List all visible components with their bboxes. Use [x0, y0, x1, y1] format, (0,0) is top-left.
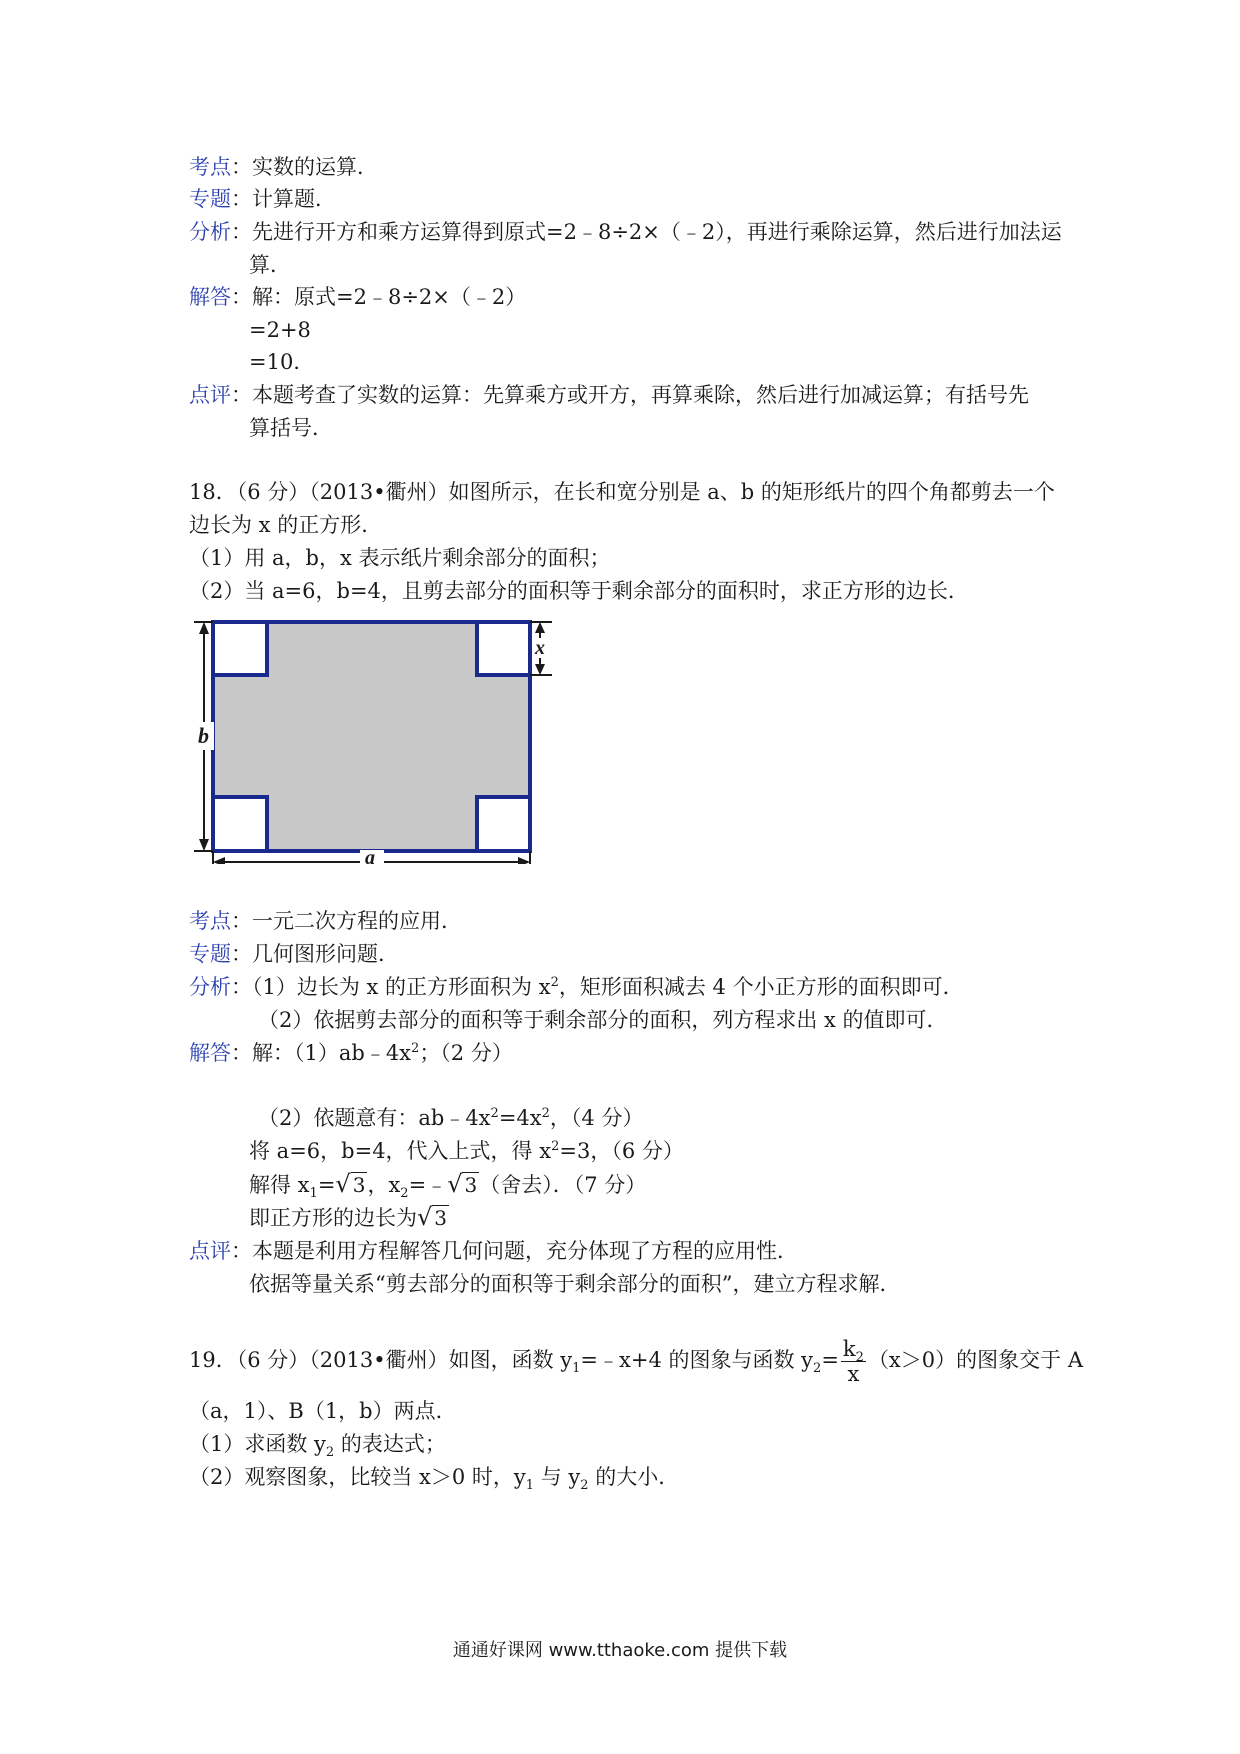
q18-jieda-step2: （2）依题意有：$ab﹣4x^2=4x^2$，（4 分）: [258, 1106, 644, 1130]
fenxi-label: 分析: [189, 220, 231, 244]
kaodian-label: 考点: [189, 155, 231, 179]
q19-part2: （2）观察图象，比较当 x＞0 时，$y_1$ 与 $y_2$ 的大小．: [189, 1465, 680, 1494]
q17-fenxi: 分析：先进行开方和乘方运算得到原式=2﹣8÷2×（﹣2），再进行乘除运算，然后进行加法运: [189, 220, 1062, 244]
dianping-label: 点评: [189, 383, 231, 407]
q18-part2: （2）当 a=6，b=4，且剪去部分的面积等于剩余部分的面积时，求正方形的边长．: [189, 579, 969, 603]
shaded-region: [213, 622, 530, 851]
label-b: b: [198, 723, 209, 748]
label-a: a: [365, 847, 375, 864]
q18-zhuanti: 专题：几何图形问题．: [189, 942, 399, 966]
x-arrow-bottom: [535, 664, 545, 675]
q17-zhuanti: 专题：计算题．: [189, 187, 336, 211]
q19-stem: 19．（6 分）（2013•衢州）如图，函数 $y_1=﹣x+4$ 的图象与函数 $y_2=$ $\frac{k_2}{x}$ （x＞0）的图象交于 A: [189, 1337, 1083, 1386]
b-arrow-bottom: [199, 839, 209, 851]
x-arrow-top: [535, 622, 545, 633]
rectangle-figure: [190, 618, 560, 864]
q17-jieda-result: =10．: [249, 350, 315, 374]
q17-jieda: 解答：解：原式=2﹣8÷2×（﹣2）: [189, 285, 527, 309]
q18-dianping-cont: 依据等量关系“剪去部分的面积等于剩余部分的面积”，建立方程求解．: [249, 1272, 901, 1296]
fenxi-label: 分析: [189, 975, 231, 999]
q17-kaodian: 考点：实数的运算．: [189, 155, 378, 179]
q18-jieda-step3: 将 a=6，b=4，代入上式，得 $x^2=3$，（6 分）: [249, 1139, 684, 1163]
label-x: x: [535, 637, 545, 659]
jieda-label: 解答: [189, 1041, 231, 1065]
kaodian-label: 考点: [189, 909, 231, 933]
q18-part1: （1）用 a，b，x 表示纸片剩余部分的面积；: [189, 546, 611, 570]
q17-fenxi-cont: 算．: [249, 253, 291, 277]
q18-jieda-step4: 解得 $x_1=√$ 3，$x_2=﹣√$ 3（舍去）．（7 分）: [249, 1170, 647, 1202]
page-footer: 通通好课网 www.tthaoke.com 提供下载: [452, 1640, 788, 1661]
sqrt: √ 3: [447, 1170, 478, 1198]
q18-fenxi-cont: （2）依据剪去部分的面积等于剩余部分的面积，列方程求出 x 的值即可．: [258, 1008, 948, 1032]
b-arrow-top: [199, 622, 209, 634]
q18-stem: 18．（6 分）（2013•衢州）如图所示，在长和宽分别是 a、b 的矩形纸片的四个角都剪去一个: [189, 480, 1055, 504]
q18-fenxi: 分析：（1）边长为 x 的正方形面积为 $x^2$，矩形面积减去 4 个小正方形的面积即可．: [189, 975, 964, 999]
q17-dianping-cont: 算括号．: [249, 416, 333, 440]
q18-jieda-conclusion: 即正方形的边长为√ 3: [249, 1203, 448, 1231]
q18-dianping: 点评：本题是利用方程解答几何问题，充分体现了方程的应用性．: [189, 1239, 798, 1263]
sqrt: √ 3: [417, 1203, 448, 1231]
q19-stem-cont: （a，1）、B（1，b）两点．: [189, 1399, 457, 1423]
a-arrow-left: [213, 857, 225, 864]
sqrt: √ 3: [335, 1170, 366, 1198]
remaining-area: [213, 622, 267, 675]
zhuanti-label: 专题: [189, 942, 231, 966]
jieda-label: 解答: [189, 285, 231, 309]
q19-part1: （1）求函数 $y_2$ 的表达式；: [189, 1432, 446, 1461]
a-arrow-right: [518, 857, 530, 864]
q17-dianping: 点评：本题考查了实数的运算：先算乘方或开方，再算乘除，然后进行加减运算；有括号先: [189, 383, 1029, 407]
q17-jieda-step: =2+8: [249, 318, 311, 342]
q18-jieda: 解答：解：$(1)ab﹣4x^2$；（2 分）: [189, 1041, 513, 1065]
zhuanti-label: 专题: [189, 187, 231, 211]
fraction-k2-over-x: $\frac{k_2}{x}$: [842, 1337, 864, 1386]
q18-kaodian: 考点：一元二次方程的应用．: [189, 909, 462, 933]
dianping-label: 点评: [189, 1239, 231, 1263]
q18-stem-cont: 边长为 x 的正方形．: [189, 513, 383, 537]
